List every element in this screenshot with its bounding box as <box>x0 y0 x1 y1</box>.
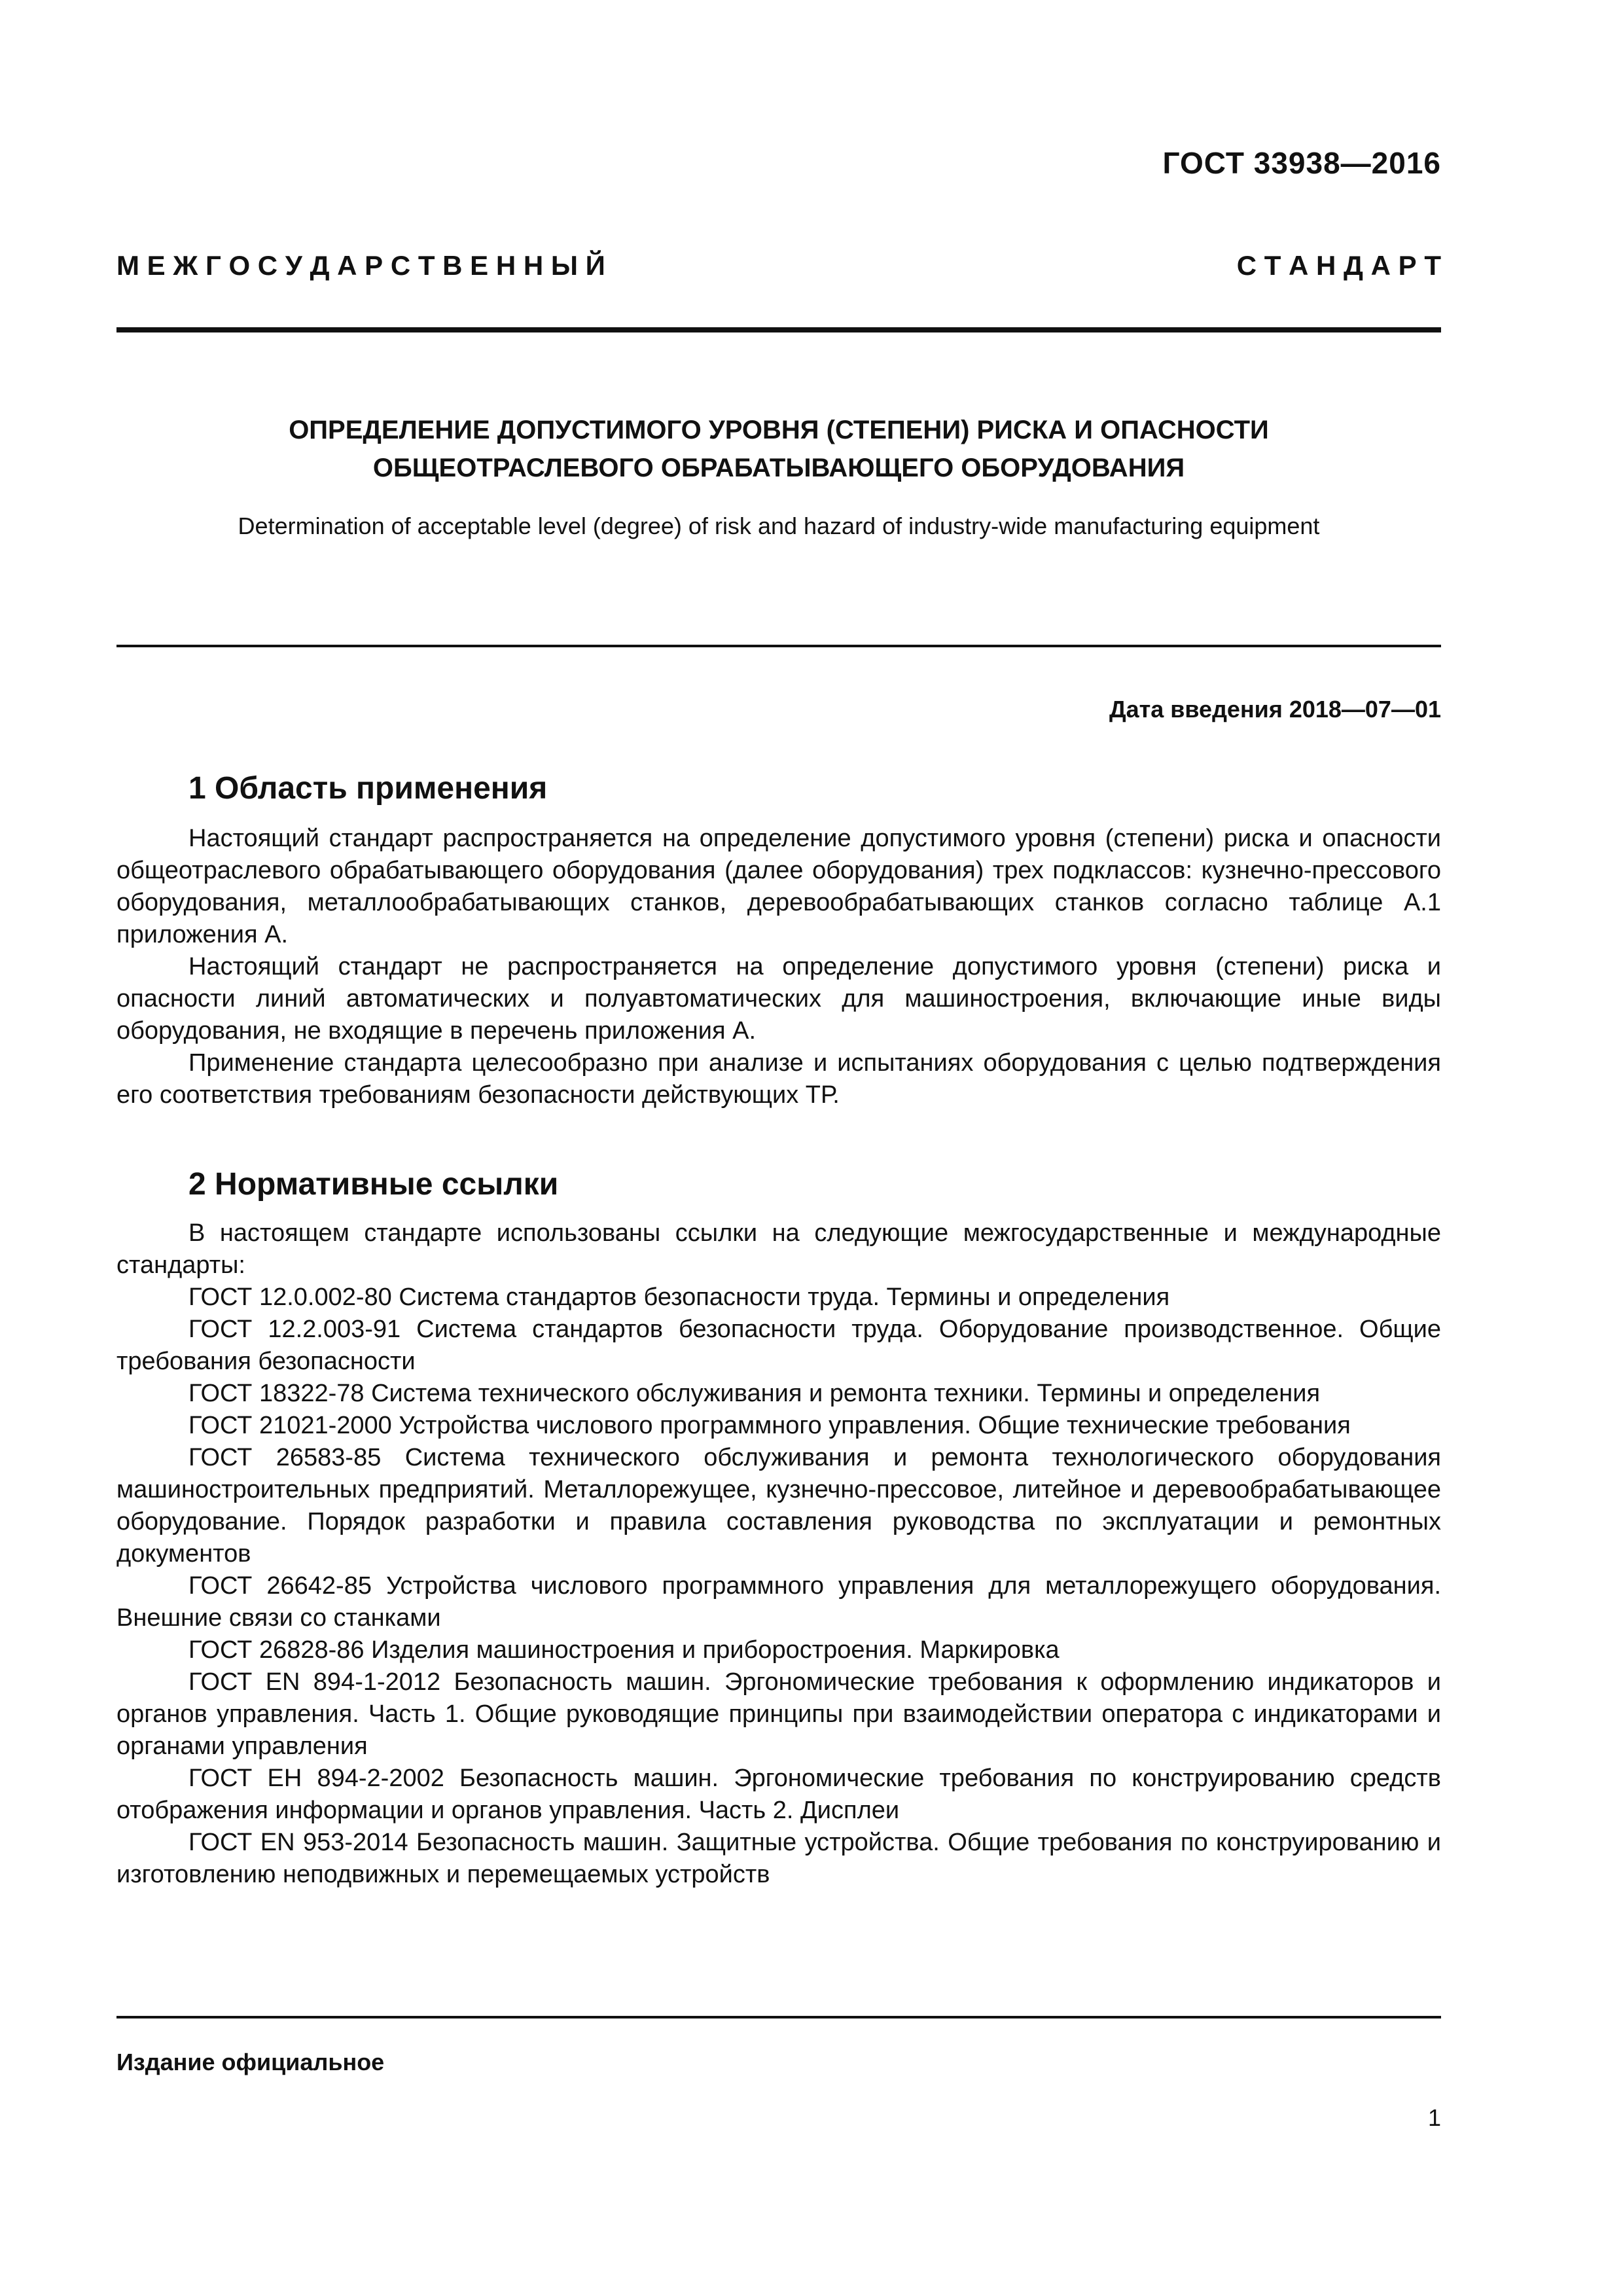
introduction-date: Дата введения 2018—07—01 <box>1109 696 1441 723</box>
reference-item: ГОСТ 12.2.003-91 Система стандартов безопасности труда. Оборудование производственное. Общие требования безопасности <box>116 1316 1441 1375</box>
reference-item: ГОСТ EN 894-1-2012 Безопасность машин. Эргономические требования к оформлению индикаторов и органов управления. Часть 1. Общие руководящие принципы при взаимодействии оператора с индикаторами и органами управления <box>116 1668 1441 1760</box>
edition-label: Издание официальное <box>116 2049 385 2075</box>
reference-item: ГОСТ 18322-78 Система технического обслуживания и ремонта техники. Термины и определения <box>188 1380 1321 1407</box>
paragraph: Настоящий стандарт не распространяется на определение допустимого уровня (степени) риска и опасности линий автоматических и полуавтоматических для машиностроения, включающие иные виды оборудования, не входящие в перечень приложения А. <box>116 953 1441 1045</box>
reference-item: ГОСТ 26583-85 Система технического обслуживания и ремонта технологического оборудования машиностроительных предприятий. Металлорежущее, кузнечно-прессовое, литейное и деревообрабатывающее оборудование. Порядок разработки и правила составления руководства по эксплуатации и ремонтных документов <box>116 1444 1441 1568</box>
title-line-1: ОПРЕДЕЛЕНИЕ ДОПУСТИМОГО УРОВНЯ (СТЕПЕНИ) РИСКА И ОПАСНОСТИ <box>289 416 1269 444</box>
footer-divider <box>116 2016 1441 2018</box>
standard-type-word-2: С Т А Н Д А Р Т <box>1236 250 1441 281</box>
section-references-heading: 2 Нормативные ссылки <box>188 1167 559 1202</box>
section-normative-references <box>116 1165 1441 1891</box>
reference-item: ГОСТ ЕН 894-2-2002 Безопасность машин. Эргономические требования по конструированию средств отображения информации и органов управления. Часть 2. Дисплеи <box>116 1765 1441 1824</box>
paragraph: Настоящий стандарт распространяется на определение допустимого уровня (степени) риска и опасности общеотраслевого обрабатывающего оборудования (далее оборудования) трех подклассов: кузнечно-прессового оборудования, металлообрабатывающих станков, деревообрабатывающих станков согласно таблице А.1 приложения А. <box>116 825 1441 948</box>
paragraph: В настоящем стандарте использованы ссылки на следующие межгосударственные и международные стандарты: <box>116 1219 1441 1279</box>
standard-type-heading <box>116 250 1441 281</box>
title-divider <box>116 645 1441 647</box>
title-line-2: ОБЩЕОТРАСЛЕВОГО ОБРАБАТЫВАЮЩЕГО ОБОРУДОВАНИЯ <box>372 454 1185 482</box>
english-title: Determination of acceptable level (degree) of risk and hazard of industry-wide manufacturing equipment <box>238 512 1320 539</box>
document-title <box>116 411 1441 487</box>
standard-type-word-1: М Е Ж Г О С У Д А Р С Т В Е Н Н Ы Й <box>116 250 605 281</box>
reference-item: ГОСТ 26642-85 Устройства числового программного управления для металлорежущего оборудования. Внешние связи со станками <box>116 1572 1441 1632</box>
reference-item: ГОСТ 26828-86 Изделия машиностроения и приборостроения. Маркировка <box>188 1636 1060 1664</box>
reference-item: ГОСТ EN 953-2014 Безопасность машин. Защитные устройства. Общие требования по конструированию и изготовлению неподвижных и перемещаемых устройств <box>116 1829 1441 1888</box>
paragraph: Применение стандарта целесообразно при анализе и испытаниях оборудования с целью подтверждения его соответствия требованиям безопасности действующих ТР. <box>116 1049 1441 1109</box>
section-scope-heading: 1 Область применения <box>188 771 548 806</box>
reference-item: ГОСТ 12.0.002-80 Система стандартов безопасности труда. Термины и определения <box>188 1283 1170 1311</box>
section-scope <box>116 769 1441 1111</box>
reference-item: ГОСТ 21021-2000 Устройства числового программного управления. Общие технические требования <box>188 1412 1351 1439</box>
page-number: 1 <box>1427 2104 1441 2131</box>
standard-code: ГОСТ 33938—2016 <box>1162 146 1441 180</box>
header-divider <box>116 327 1441 332</box>
